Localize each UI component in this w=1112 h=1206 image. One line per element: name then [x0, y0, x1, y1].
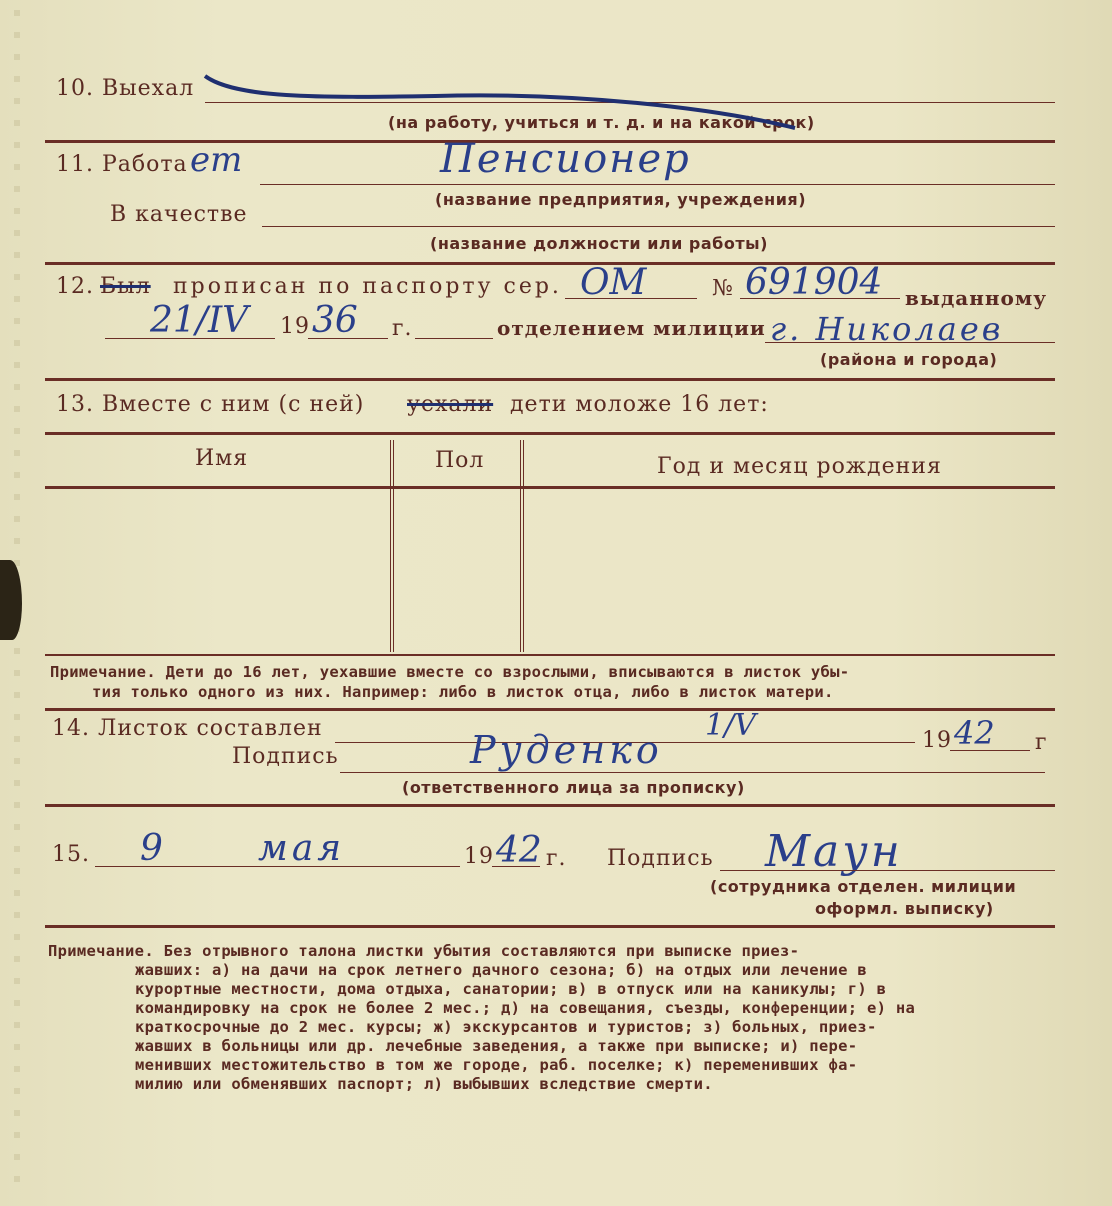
field-15-signature-label: Подпись: [607, 846, 714, 871]
field-15-year-g: г.: [546, 846, 567, 871]
field-14-caption: (ответственного лица за прописку): [402, 778, 745, 797]
divider-15: [45, 925, 1055, 928]
field-14-signature: Руденко: [470, 728, 663, 772]
field-15-caption-2: оформл. выписку): [815, 899, 994, 918]
field-11-suffix: ет: [190, 140, 243, 180]
field-13-struck: уехали: [407, 392, 494, 417]
number-label: №: [712, 276, 734, 301]
field-11-line: [260, 184, 1055, 185]
field-11-capacity-line: [262, 226, 1055, 227]
footnote-line-5: краткосрочные до 2 мес. курсы; ж) экскурсантов и туристов; з) больных, приез-: [135, 1018, 877, 1036]
field-14-year-suffix: 42: [954, 714, 995, 752]
passport-series: ОМ: [580, 262, 647, 303]
footnote-line-6: жавших в больницы или др. лечебные заведения, а также при выписке; и) пере-: [135, 1037, 858, 1055]
field-11-capacity-label: В качестве: [110, 202, 248, 227]
field-14-signature-line: [340, 772, 1045, 773]
field-13-label-end: дети моложе 16 лет:: [510, 392, 769, 417]
field-12-num: 12.: [56, 274, 94, 299]
footnote-line-4: командировку на срок не более 2 мес.; д) на совещания, съезды, конференции; е) на: [135, 999, 916, 1017]
field-10-caption: (на работу, учиться и т. д. и на какой срок): [388, 113, 815, 132]
divider-13: [45, 708, 1055, 711]
field-15-year-prefix: 19: [464, 844, 494, 869]
table-bottom: [45, 654, 1055, 656]
field-15-date-line: [95, 866, 460, 867]
field-12-text: прописан по паспорту сер.: [173, 274, 562, 299]
divider-11: [45, 262, 1055, 265]
issue-year-suffix: 36: [312, 300, 358, 341]
strike-dash-10: [195, 68, 815, 138]
table-col-divider-1: [390, 440, 394, 652]
field-15-signature: Маун: [765, 826, 903, 877]
field-14-label: 14. Листок составлен: [52, 716, 323, 741]
department-label: отделением милиции: [497, 316, 766, 340]
field-14-signature-label: Подпись: [232, 744, 339, 769]
footnote-line-8: милию или обменявших паспорт; л) выбывших вследствие смерти.: [135, 1075, 713, 1093]
divider-12: [45, 378, 1055, 381]
issued-label: выданному: [905, 286, 1048, 310]
field-11-value: Пенсионер: [440, 136, 691, 182]
field-15-day: 9: [140, 828, 163, 869]
issue-year-line: [308, 338, 388, 339]
department-city: г. Николаев: [770, 310, 1004, 348]
field-14-year-g: г: [1035, 730, 1048, 755]
issue-date: 21/IV: [150, 300, 249, 341]
table-col-divider-2: [520, 440, 524, 652]
table-top: [45, 432, 1055, 435]
series-line: [565, 298, 697, 299]
col-header-sex: Пол: [435, 448, 485, 473]
field-12-struck: Был: [100, 274, 151, 299]
table-note-line-2: тия только одного из них. Например: либо в листок отца, либо в листок матери.: [92, 683, 834, 701]
field-11-caption-position: (название должности или работы): [430, 234, 768, 253]
field-14-year-prefix: 19: [922, 728, 952, 753]
table-header-bottom: [45, 486, 1055, 489]
divider-14: [45, 804, 1055, 807]
footnote-line-3: курортные местности, дома отдыха, санатории; в) в отпуск или на каникулы; г) в: [135, 980, 887, 998]
issue-year-g: г.: [392, 316, 413, 341]
col-header-name: Имя: [195, 446, 249, 471]
field-15-year-suffix: 42: [496, 830, 542, 871]
footnote-line-1: Примечание. Без отрывного талона листки убытия составляются при выписке приез-: [48, 942, 800, 960]
footnote-line-2: жавших: а) на дачи на срок летнего дачного сезона; б) на отдых или лечение в: [135, 961, 868, 979]
footnote-line-7: менивших местожительство в том же городе, раб. поселке; к) переменивших фа-: [135, 1056, 858, 1074]
field-13-label-start: 13. Вместе с ним (с ней): [56, 392, 365, 417]
field-11-caption-org: (название предприятия, учреждения): [435, 190, 807, 209]
field-10-label: 10. Выехал: [56, 76, 195, 101]
field-15-year-line: [492, 866, 540, 867]
field-15-label: 15.: [52, 842, 90, 867]
issue-date-line: [105, 338, 275, 339]
field-11-label: 11. Работа: [56, 152, 188, 177]
passport-number: 691904: [745, 262, 883, 303]
col-header-birth: Год и месяц рождения: [657, 454, 942, 479]
city-line: [765, 342, 1055, 343]
gap-line: [415, 338, 493, 339]
field-15-caption-1: (сотрудника отделен. милиции: [710, 877, 1017, 896]
field-15-signature-line: [720, 870, 1055, 871]
table-note-line-1: Примечание. Дети до 16 лет, уехавшие вместе со взрослыми, вписываются в листок убы-: [50, 663, 850, 681]
number-line: [740, 298, 900, 299]
field-14-date: 1/V: [705, 708, 756, 743]
field-14-year-line: [950, 750, 1030, 751]
field-15-month: мая: [258, 828, 346, 869]
field-12-caption: (района и города): [820, 350, 998, 369]
issue-year-prefix: 19: [280, 314, 310, 339]
